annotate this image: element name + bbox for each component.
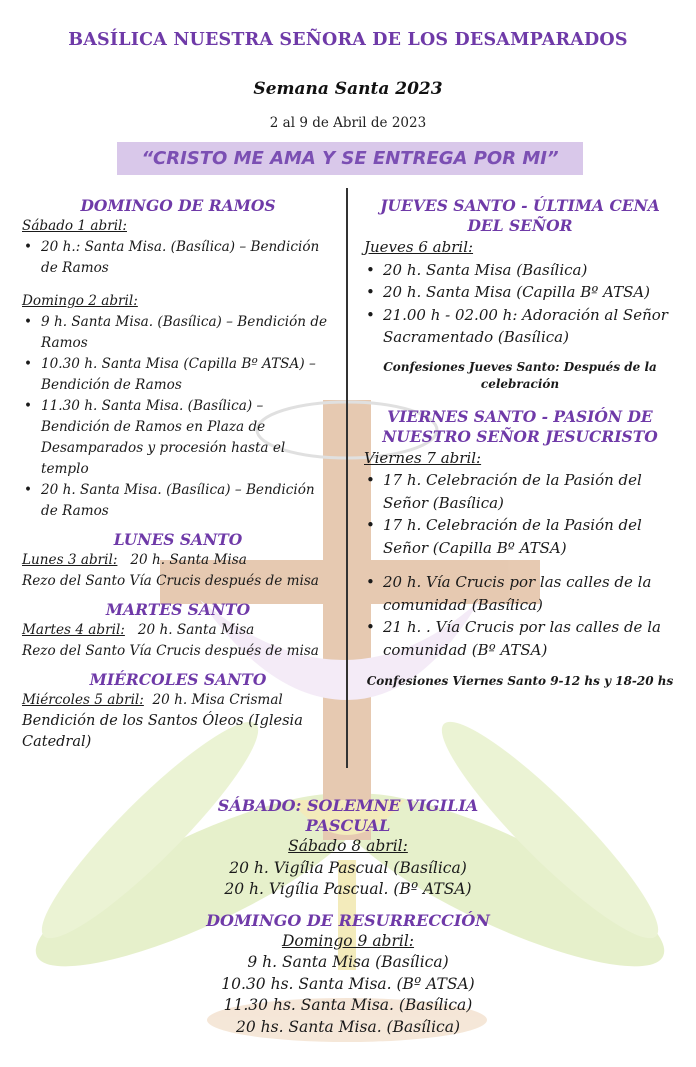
heading-domingo-resurreccion: DOMINGO DE RESURRECCIÓN <box>206 910 490 930</box>
right-column <box>364 196 676 690</box>
domingo-item: 11.30 hs. Santa Misa. (Basílica) <box>223 996 473 1014</box>
heading-miercoles-santo: MIÉRCOLES SANTO <box>89 670 267 689</box>
note-miercoles: Bendición de los Santos Óleos (Iglesia Catedral) <box>22 713 303 750</box>
bottom-section <box>0 796 696 1038</box>
heading-lunes-santo: LUNES SANTO <box>113 530 243 549</box>
list-item: • 17 h. Celebración de la Pasión del Señor (Capilla Bº ATSA) <box>364 514 676 559</box>
list-item: • 17 h. Celebración de la Pasión del Señor (Basílica) <box>364 469 676 514</box>
page-title: BASÍLICA NUESTRA SEÑORA DE LOS DESAMPARADOS <box>68 30 628 50</box>
list-item: • 20 h. Vía Crucis por las calles de la comunidad (Basílica) <box>364 571 676 616</box>
vigilia-item: 20 h. Vigília Pascual. (Bº ATSA) <box>224 880 472 898</box>
time-lunes: 20 h. Santa Misa <box>130 552 247 568</box>
date-sabado-1: Sábado 1 abril: <box>22 218 127 234</box>
domingo-item: 10.30 hs. Santa Misa. (Bº ATSA) <box>221 974 475 993</box>
viernes-list-b <box>364 571 676 661</box>
martes-line <box>22 620 334 641</box>
list-item: • 21.00 h - 02.00 h: Adoración al Señor Sacramentado (Basílica) <box>364 304 676 349</box>
time-miercoles: 20 h. Misa Crismal <box>152 692 283 708</box>
page-subtitle: Semana Santa 2023 <box>253 79 443 99</box>
confesiones-viernes: Confesiones Viernes Santo 9-12 hs y 18-20 hs <box>366 674 674 688</box>
date-range: 2 al 9 de Abril de 2023 <box>269 115 427 131</box>
miercoles-line <box>22 690 334 711</box>
list-item: • 20 h.: Santa Misa. (Basílica) – Bendición de Ramos <box>22 237 334 279</box>
note-martes: Rezo del Santo Vía Crucis después de misa <box>22 643 319 659</box>
domingo-item: 20 hs. Santa Misa. (Basílica) <box>235 1017 461 1036</box>
note-lunes: Rezo del Santo Vía Crucis después de misa <box>22 573 319 589</box>
heading-martes-santo: MARTES SANTO <box>105 600 251 619</box>
viernes-list-a <box>364 469 676 559</box>
list-item: • 20 h. Santa Misa. (Basílica) – Bendición de Ramos <box>22 480 334 522</box>
heading-viernes-santo: VIERNES SANTO - PASIÓN DE NUESTRO SEÑOR JESUCRISTO <box>382 406 658 446</box>
motto-banner: “CRISTO ME AMA Y SE ENTREGA POR MI” <box>117 142 583 175</box>
jueves-list <box>364 259 676 349</box>
vigilia-item: 20 h. Vigília Pascual (Basílica) <box>229 858 467 877</box>
date-lunes: Lunes 3 abril: <box>22 552 118 568</box>
time-martes: 20 h. Santa Misa <box>137 622 255 638</box>
date-viernes: Viernes 7 abril: <box>364 448 482 467</box>
list-item: • 11.30 h. Santa Misa. (Basílica) – Bendición de Ramos en Plaza de Desamparados y procesión hasta el templo <box>22 396 334 480</box>
list-item: • 21 h. . Vía Crucis por las calles de la comunidad (Bº ATSA) <box>364 616 676 661</box>
sabado-list <box>22 237 334 279</box>
date-domingo-2: Domingo 2 abril: <box>22 293 138 309</box>
lunes-line <box>22 550 334 571</box>
list-item: • 10.30 h. Santa Misa (Capilla Bº ATSA) – Bendición de Ramos <box>22 354 334 396</box>
confesiones-jueves: Confesiones Jueves Santo: Después de la celebración <box>383 359 657 391</box>
column-divider <box>346 188 348 768</box>
heading-domingo-ramos: DOMINGO DE RAMOS <box>80 196 276 215</box>
left-column <box>22 196 334 753</box>
date-jueves: Jueves 6 abril: <box>364 238 474 256</box>
date-miercoles: Miércoles 5 abril: <box>22 692 144 708</box>
list-item: • 9 h. Santa Misa. (Basílica) – Bendición de Ramos <box>22 312 334 354</box>
list-item: • 20 h. Santa Misa (Basílica) <box>364 259 676 282</box>
date-domingo-9: Domingo 9 abril: <box>281 931 415 950</box>
date-martes: Martes 4 abril: <box>22 622 125 638</box>
list-item: • 20 h. Santa Misa (Capilla Bº ATSA) <box>364 281 676 304</box>
heading-sabado-vigilia: SÁBADO: SOLEMNE VIGILIA PASCUAL <box>217 796 479 835</box>
domingo-item: 9 h. Santa Misa (Basílica) <box>247 953 449 971</box>
domingo-ramos-list <box>22 312 334 522</box>
heading-jueves-santo: JUEVES SANTO - ÚLTIMA CENA DEL SEÑOR <box>380 196 660 235</box>
date-sabado-8: Sábado 8 abril: <box>288 837 408 855</box>
